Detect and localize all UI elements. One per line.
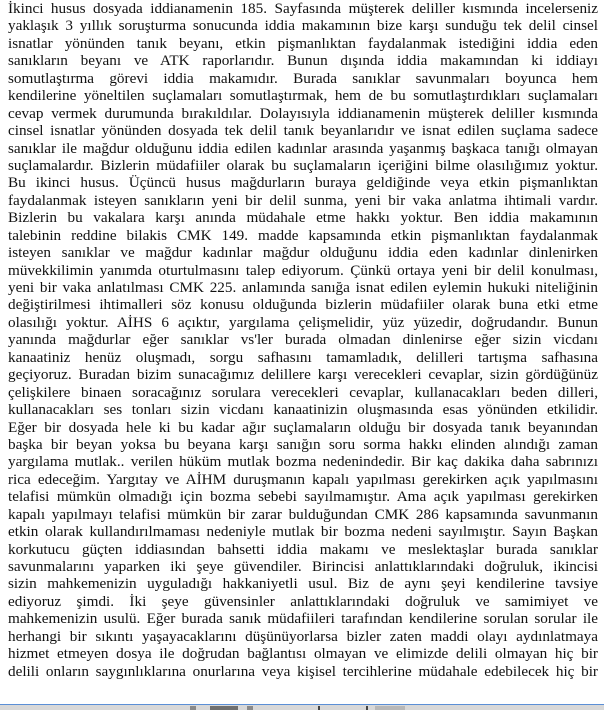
text-line — [8, 244, 598, 261]
text-line-content: kendilerine yöneltilen suçlamaları somutlaştırmak, hem de bu somutlaştırdıkları suçlamaları — [8, 87, 598, 105]
text-line — [8, 436, 598, 453]
text-line-content: delili onların saygınlıklarına onurlarına veya kişisel tercihlerine müdahale edebilecek hiç bir — [8, 662, 598, 680]
text-line-content: kanaatiniz henüz oluşmadı, sorgu safhasını tamamladık, delilleri tartışma safhasına — [8, 348, 598, 366]
text-line-content: telafisi mümkün olmadığı için bozma sebebi sayılmamıştır. Ama açık yapılması gerekirken — [8, 488, 598, 506]
text-line-content: müvekkilimin yanımda oturtulmasını talep ediyorum. Çünkü ortaya yeni bir delil konulması, — [8, 261, 598, 279]
text-line — [8, 122, 598, 139]
toolbar-icon[interactable] — [247, 706, 253, 710]
text-line-content: cinsel isnatlar yönünden dosyada tek delil tanık beyanlarıdır ve isnat edilen suçlama sadece — [8, 122, 598, 140]
text-line — [8, 645, 598, 662]
text-line-content: olasılığı yoktur. AİHS 6 açıktır, yargılama çelişmelidir, yüz yüzedir, doğrudandır. Bunun — [8, 313, 598, 331]
text-line — [8, 209, 598, 226]
text-line — [8, 506, 598, 523]
text-line — [8, 70, 598, 87]
text-line — [8, 192, 598, 209]
text-line — [8, 140, 598, 157]
text-line — [8, 384, 598, 401]
text-line-content: yeni bir vaka anlatılması CMK 225. anlamında sanığa isnat edilen eylemin hukuki niteliğinin — [8, 279, 598, 296]
text-line-content: suçlamalardır. Bizlerin müdafiiler olarak bu suçlamaların içeriğini bilme olasılığımız yoktur. — [8, 156, 598, 174]
text-line — [8, 663, 598, 680]
text-line-content: yanında mağdurlar eğer sanıklar vs'ler burada olmadan dinlenirse eğer sizin vicdanı — [8, 331, 598, 349]
toolbar-strip — [0, 705, 604, 710]
text-line — [8, 174, 598, 191]
text-line-content: isteyen sanıklar ve mağdur kadınlar mağdur olduğunu iddia eden kadınlar dinlenirken — [8, 244, 598, 262]
text-line-content: hizmet etmeyen dosya ile doğrudan bağlantısı olmayan ve elimizde delili olmayan hiç bir — [8, 645, 598, 663]
text-line — [8, 541, 598, 558]
text-line — [8, 35, 598, 52]
text-line — [8, 575, 598, 592]
text-line — [8, 52, 598, 69]
text-line-content: talebinin reddine bilakis CMK 149. madde kapsamında etkin pişmanlıktan faydalanmak — [8, 226, 598, 244]
text-line — [8, 610, 598, 627]
text-line-content: rica edeceğim. Yargıtay ve AİHM duruşmanın kapalı yapılması gerekirken açık yapılmasını — [8, 470, 598, 488]
text-line — [8, 523, 598, 540]
text-line-content: isnatlar yönünden tanık beyanı, etkin pişmanlıktan faydalanmak istediğini iddia eden — [8, 34, 598, 52]
text-line — [8, 558, 598, 575]
toolbar-icon[interactable] — [366, 706, 368, 710]
text-line-content: Eğer bir dosyada hele ki bu kadar ağır suçlamaların olduğu bir dosyada tanık beyanından — [8, 418, 598, 436]
text-line-content: korkutucu güçten iddiasından bahsetti iddia makamı ve meslektaşlar burada sanıklar — [8, 540, 598, 558]
text-line — [8, 331, 598, 348]
text-line — [8, 17, 598, 34]
text-line — [8, 314, 598, 331]
text-line-content: ediyoruz şimdi. İki şeye güvensinler anlattıklarındaki doğruluk ve samimiyet ve — [8, 592, 598, 610]
text-line — [8, 488, 598, 505]
text-line-content: savunmalarını yaparken iki şeye güvendiler. Birincisi anlattıklarındaki doğruluk, ikincisi — [8, 558, 598, 575]
text-line — [8, 453, 598, 470]
text-line-content: Bizlerin bu vakalara karşı anında müdahale etme hakkı yoktur. Ben iddia makamının — [8, 209, 598, 227]
document-page — [8, 0, 598, 680]
text-line — [8, 593, 598, 610]
text-line-content: herhangi bir sıkıntı yaşayacaklarını düşünüyorlarsa bizler zaten maddi olayı aydınlatmaya — [8, 627, 598, 645]
text-line-content: Bu ikinci husus. Üçüncü husus mağdurların buraya geldiğinde veya etkin pişmanlıktan — [8, 174, 598, 192]
text-line-content: değiştirilmesi ihtimalleri söz konusu olduğunda bizlerin müdafiiler olarak buna etki etme — [8, 296, 598, 314]
text-line — [8, 349, 598, 366]
text-line-content: sanıklar ile mağdur olduğunu iddia edilen kadınlar arasında yaşanmış başkaca tanığı olmayan — [8, 139, 598, 157]
text-line-content: somutlaştırma görevi iddia makamıdır. Burada sanıklar savunmaları boyunca hem — [8, 69, 598, 87]
text-line-content: mahkemenizin usulü. Eğer burada sanık müdafiileri tarafından kendilerine sorulan sorular ile — [8, 610, 598, 628]
text-line — [8, 262, 598, 279]
text-line — [8, 419, 598, 436]
page-number-readout — [375, 706, 405, 710]
text-line-content: etkin olarak kullandırılmaması nedeniyle mutlak bir bozma nedeni sayılmıştır. Sayın Başkan — [8, 523, 598, 541]
toolbar-icon[interactable] — [318, 706, 320, 710]
text-line — [8, 401, 598, 418]
text-line — [8, 87, 598, 104]
text-line-content: çelişkilere binaen soracağınız sorulara verecekleri cevaplar, kullanacakları beden dilleri, — [8, 383, 598, 401]
text-line-content: İkinci husus dosyada iddianamenin 185. Sayfasında müşterek deliller kısmında incelerseniz — [8, 0, 598, 17]
text-line-content: geçiyoruz. Buradan bizim sunacağımız delillere karşı verecekleri cevaplar, sizin gördüğünüz — [8, 366, 598, 384]
text-line-content: yargılama mutlak.. verilen hüküm mutlak bozma nedenindedir. Bir kaç dakika daha sabrınızı — [8, 453, 598, 471]
text-line — [8, 227, 598, 244]
text-line — [8, 366, 598, 383]
text-line-content: sizin mahkemenizin uyguladığı hakkaniyetli usul. Biz de aynı şeyi kendilerine tavsiye — [8, 575, 598, 593]
text-line — [8, 157, 598, 174]
text-line-content: faydalanmak isteyen sanıkların yeni bir delil sunma, yeni bir vaka anlatma ihtimali vardır. — [8, 191, 598, 209]
text-line — [8, 105, 598, 122]
text-line-content: kapalı yapılmayı telafisi mümkün bir zarar bulduğundan CMK 286 kapsamında savunmanın — [8, 505, 598, 523]
text-line-content: yaklaşık 3 yıllık soruşturma sonucunda iddia makamının bize karşı sunduğu tek delil cinsel — [8, 17, 598, 35]
text-line-content: cevap vermek durumunda bırakıldılar. Dolayısıyla iddianamenin müşterek deliller kısmında — [8, 104, 598, 122]
toolbar-icon[interactable] — [210, 706, 238, 710]
toolbar-icon[interactable] — [190, 706, 196, 710]
text-line — [8, 471, 598, 488]
text-line — [8, 279, 598, 296]
text-line-content: kullanacakları ses tonları sizin vicdanı kanaatinizin oluşmasında esas yönünden etkilidir. — [8, 401, 598, 419]
text-line — [8, 628, 598, 645]
text-line — [8, 0, 598, 17]
text-line-content: başka bir beyan yoksa bu beyana karşı sanığın soru sorma hakkı elinden alındığı zaman — [8, 435, 598, 453]
text-line — [8, 296, 598, 313]
text-line-content: sanıkların beyanı ve ATK raporlarıdır. Bunun dışında iddia makamından ki iddiayı — [8, 52, 598, 70]
